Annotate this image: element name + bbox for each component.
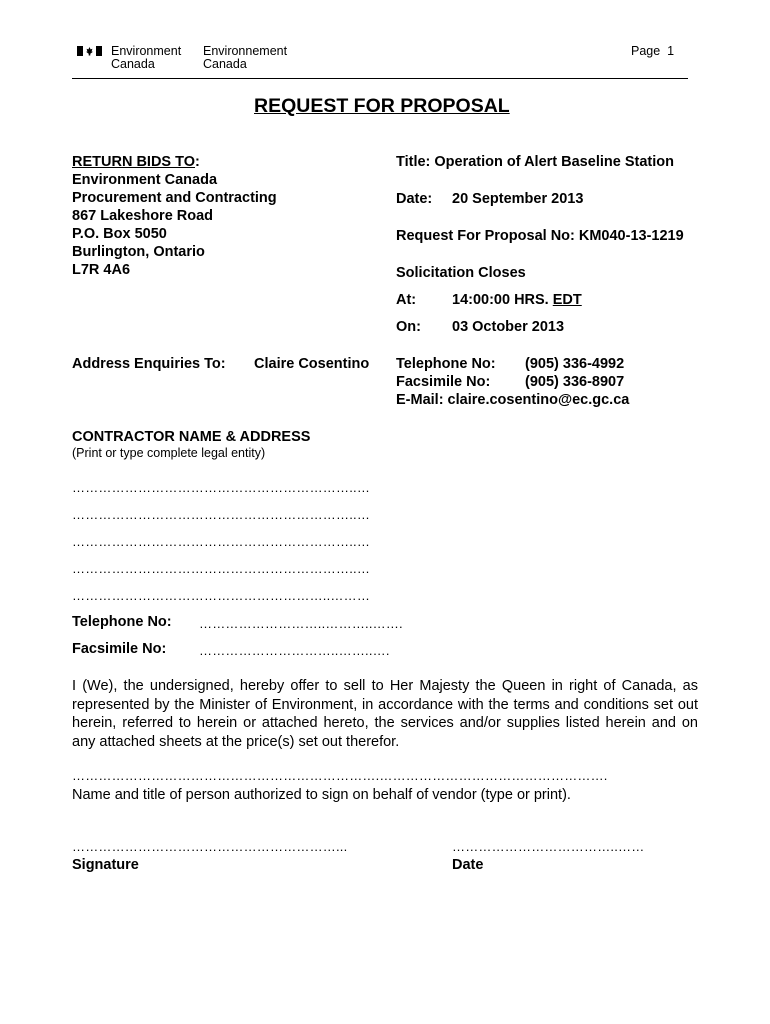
enquiries-telephone-label: Telephone No: [396, 356, 496, 372]
page-indicator [631, 45, 674, 58]
dept-name-en [111, 45, 181, 71]
dept-fr-line1: Environnement [203, 44, 288, 58]
closing-time-value: 14:00:00 HRS. [452, 292, 549, 308]
enquiries-telephone-value: (905) 336-4992 [525, 356, 625, 372]
date-signed-label: Date [452, 857, 484, 873]
canada-flag-icon [77, 46, 102, 56]
solicitation-closes: Solicitation Closes [396, 265, 526, 281]
authorized-name-label: Name and title of person authorized to sign on behalf of vendor (type or print). [72, 787, 571, 803]
contractor-blank-line[interactable]: …………………………………………………..……… [72, 588, 371, 603]
enquiries-label: Address Enquiries To: [72, 356, 226, 372]
closing-timezone: EDT [552, 292, 582, 308]
contractor-blank-line[interactable]: ………………………………………………………..… [72, 534, 371, 549]
enquiries-contact-name: Claire Cosentino [254, 356, 370, 372]
page-title: REQUEST FOR PROPOSAL [254, 95, 510, 117]
date-value: 20 September 2013 [452, 191, 584, 207]
rfp-number: Request For Proposal No: KM040-13-1219 [396, 228, 684, 244]
contractor-facsimile-blank[interactable]: …………………………..……..…. [199, 643, 390, 658]
return-address-line: 867 Lakeshore Road [72, 208, 214, 224]
return-bids-heading: RETURN BIDS TO [72, 154, 195, 170]
page-number: 1 [667, 44, 675, 58]
closing-time [452, 291, 582, 309]
closing-date: 03 October 2013 [452, 319, 565, 335]
enquiries-facsimile-label: Facsimile No: [396, 374, 491, 390]
offer-paragraph: I (We), the undersigned, hereby offer to sell to Her Majesty the Queen in right of Canada, as represented by the Minister of Environment, in accordance with the terms and conditions set out herein, referred to herein or attached hereto, the services and/or supplies listed herein and on any attached sheets at the price(s) set out therefor. [72, 678, 698, 750]
closing-at-label: At: [396, 292, 417, 308]
return-address-line: Environment Canada [72, 172, 218, 188]
contractor-subheading: (Print or type complete legal entity) [72, 446, 266, 460]
enquiries-facsimile-value: (905) 336-8907 [525, 374, 625, 390]
return-address-line: P.O. Box 5050 [72, 226, 167, 242]
date-label: Date: [396, 191, 433, 207]
header-divider [72, 78, 688, 79]
signature-blank[interactable]: ……………………………………………………... [72, 839, 348, 854]
return-bids-colon: : [195, 154, 200, 170]
page-label: Page [631, 44, 661, 58]
return-address-line: Procurement and Contracting [72, 190, 277, 206]
contractor-blank-line[interactable]: ………………………………………………………..… [72, 507, 371, 522]
dept-fr-line2: Canada [203, 57, 247, 71]
authorized-name-blank[interactable]: …………………………………………………………….……………………………………………. [72, 768, 608, 783]
dept-name-fr [203, 45, 287, 71]
rfp-title: Title: Operation of Alert Baseline Station [396, 154, 674, 170]
contractor-telephone-blank[interactable]: ………………………..………..……. [199, 616, 403, 631]
signature-label: Signature [72, 857, 139, 873]
closing-on-label: On: [396, 319, 421, 335]
contractor-blank-line[interactable]: ………………………………………………………..… [72, 480, 371, 495]
contractor-blank-line[interactable]: ………………………………………………………..… [72, 561, 371, 576]
dept-en-line1: Environment [111, 44, 182, 58]
contractor-facsimile-label: Facsimile No: [72, 641, 167, 657]
date-blank[interactable]: ………………………………..…… [452, 839, 645, 854]
dept-en-line2: Canada [111, 57, 155, 71]
return-address-line: L7R 4A6 [72, 262, 131, 278]
return-address-line: Burlington, Ontario [72, 244, 205, 260]
enquiries-email: E-Mail: claire.cosentino@ec.gc.ca [396, 392, 630, 408]
return-bids-block [72, 153, 277, 279]
contractor-heading: CONTRACTOR NAME & ADDRESS [72, 429, 311, 445]
return-bids-heading-line [72, 153, 277, 171]
contractor-telephone-label: Telephone No: [72, 614, 172, 630]
